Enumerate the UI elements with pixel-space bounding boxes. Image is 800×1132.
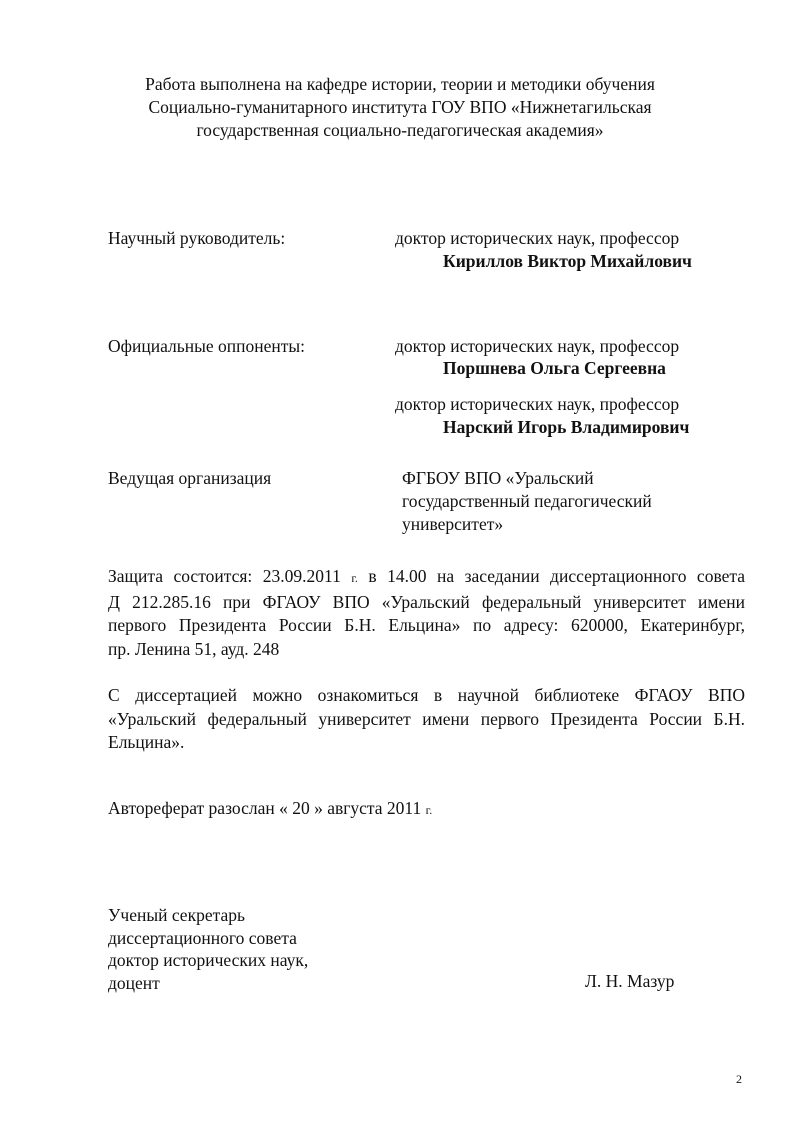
mailing-date [108, 798, 432, 819]
opponents-label: Официальные оппоненты: [108, 336, 305, 356]
paragraph-line: пр. Ленина 51, ауд. 248 [108, 638, 280, 659]
library-paragraph [108, 684, 745, 755]
paragraph-line: «Уральский федеральный университет имени первого Президента России Б.Н. [108, 708, 745, 729]
mailing-date-text: Автореферат разослан « 20 » августа 2011 [108, 798, 422, 818]
year-abbrev: г. [425, 803, 433, 817]
secretary-block [108, 904, 308, 994]
paragraph-line: С диссертацией можно ознакомиться в научной библиотеке ФГАОУ ВПО [108, 685, 745, 705]
paragraph-line: Д 212.285.16 при ФГАОУ ВПО «Уральский федеральный университет имени [108, 591, 745, 612]
paragraph-line: Ельцина». [108, 732, 185, 752]
header-line: Социально-гуманитарного института ГОУ ВПО «Нижнетагильская [148, 97, 652, 117]
opponent-name: Поршнева Ольга Сергеевна [443, 358, 666, 378]
lead-org-line: университет» [402, 514, 504, 534]
opponent-title: доктор исторических наук, профессор [395, 336, 680, 356]
secretary-line: диссертационного совета [108, 927, 297, 948]
supervisor-label: Научный руководитель: [108, 228, 286, 248]
defense-paragraph [108, 565, 745, 661]
year-abbrev: г. [351, 571, 358, 585]
paragraph-line: первого Президента России Б.Н. Ельцина» по адресу: 620000, Екатеринбург, [108, 615, 745, 635]
supervisor-title: доктор исторических наук, профессор [395, 228, 680, 248]
header-line: Работа выполнена на кафедре истории, теории и методики обучения [145, 74, 655, 94]
opponent-name: Нарский Игорь Владимирович [443, 417, 690, 437]
institution-header [60, 73, 740, 142]
defense-time-text: в 14.00 на заседании диссертационного совета [368, 566, 745, 586]
page-number: 2 [736, 1072, 742, 1086]
defense-date-text: Защита состоится: 23.09.2011 [108, 566, 341, 586]
secretary-line: доцент [108, 972, 160, 993]
secretary-name: Л. Н. Мазур [585, 971, 675, 991]
opponent-title: доктор исторических наук, профессор [395, 394, 680, 414]
lead-org-label: Ведущая организация [108, 468, 272, 488]
header-line: государственная социально-педагогическая академия» [196, 120, 604, 140]
supervisor-name: Кириллов Виктор Михайлович [443, 251, 692, 271]
lead-org-line: ФГБОУ ВПО «Уральский [402, 468, 594, 488]
secretary-line: доктор исторических наук, [108, 950, 309, 970]
lead-org-line: государственный педагогический [402, 491, 652, 511]
secretary-line: Ученый секретарь [108, 905, 245, 925]
paragraph-line [108, 565, 745, 591]
